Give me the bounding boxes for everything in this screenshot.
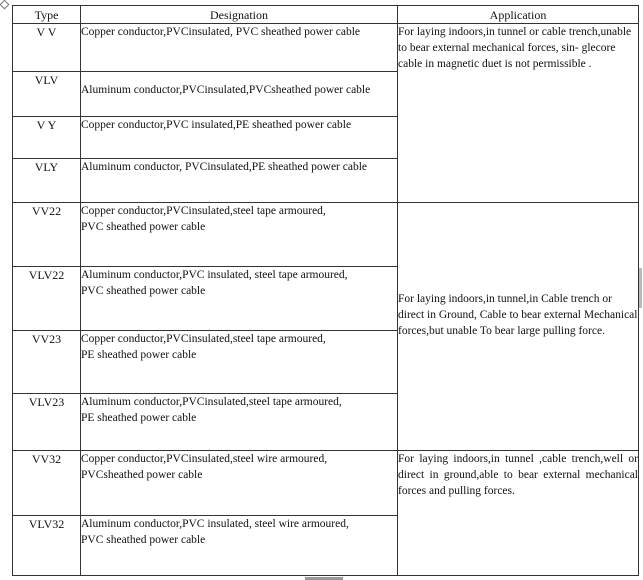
designation-cell xyxy=(81,24,398,72)
designation-line: PE sheathed power cable xyxy=(81,412,197,424)
type-cell: VLV22 xyxy=(13,267,81,331)
type-cell: V V xyxy=(13,24,81,72)
corner-handle-icon xyxy=(0,0,8,8)
application-cell: For laying indoors,in tunnel or cable trench,unable to bear external mechanical forces, sin- glecore cable in magnetic duet is not permissible . xyxy=(398,24,639,203)
designation-cell xyxy=(81,394,398,451)
table-header-row xyxy=(13,6,639,24)
designation-line: Aluminum conductor,PVC insulated, steel wire armoured, xyxy=(81,518,349,530)
designation-line: Aluminum conductor,PVCinsulated,steel tape armoured, xyxy=(81,396,342,408)
type-cell: VLV32 xyxy=(13,516,81,576)
designation-cell xyxy=(81,267,398,331)
table-row xyxy=(13,24,639,72)
table-row xyxy=(13,451,639,516)
scroll-indicator[interactable] xyxy=(639,268,642,308)
designation-line: Copper conductor,PVCinsulated,steel tape armoured, xyxy=(81,333,326,345)
designation-line: Aluminum conductor,PVC insulated, steel tape armoured, xyxy=(81,269,348,281)
designation-line: Aluminum conductor,PVCinsulated,PVCsheathed power cable xyxy=(81,84,371,96)
designation-line: Copper conductor,PVCinsulated,steel tape armoured, xyxy=(81,205,326,217)
type-cell: VV22 xyxy=(13,203,81,267)
designation-line: Aluminum conductor, PVCinsulated,PE sheathed power cable xyxy=(81,161,368,173)
cable-spec-table xyxy=(12,5,639,576)
designation-cell xyxy=(81,516,398,576)
designation-line: PVC sheathed power cable xyxy=(81,285,206,297)
application-cell: For laying indoors,in tunnel ,cable trench,well or direct in ground,able to bear external mechanical forces and pulling forces. xyxy=(398,451,639,576)
designation-cell xyxy=(81,331,398,394)
designation-line: Copper conductor,PVCinsulated,steel wire armoured, xyxy=(81,453,328,465)
designation-cell xyxy=(81,451,398,516)
header-designation: Designation xyxy=(81,6,398,24)
designation-cell xyxy=(81,72,398,117)
type-cell: V Y xyxy=(13,117,81,159)
type-cell: VV23 xyxy=(13,331,81,394)
type-cell: VV32 xyxy=(13,451,81,516)
designation-line: PVC sheathed power cable xyxy=(81,534,206,546)
type-cell: VLV23 xyxy=(13,394,81,451)
designation-cell xyxy=(81,159,398,203)
designation-line: PVCsheathed power cable xyxy=(81,469,203,481)
type-cell: VLV xyxy=(13,72,81,117)
application-cell: For laying indoors,in tunnel,in Cable trench or direct in Ground, Cable to bear external Mechanical forces,but unable To bear large pulling force. xyxy=(398,203,639,451)
designation-line: PE sheathed power cable xyxy=(81,349,197,361)
header-type: Type xyxy=(13,6,81,24)
designation-line: PVC sheathed power cable xyxy=(81,221,206,233)
designation-cell xyxy=(81,203,398,267)
designation-line: Copper conductor,PVC insulated,PE sheathed power cable xyxy=(81,119,352,131)
type-cell: VLY xyxy=(13,159,81,203)
designation-cell xyxy=(81,117,398,159)
table-row xyxy=(13,203,639,267)
header-application: Application xyxy=(398,6,639,24)
designation-line: Copper conductor,PVCinsulated, PVC sheathed power cable xyxy=(81,26,360,38)
